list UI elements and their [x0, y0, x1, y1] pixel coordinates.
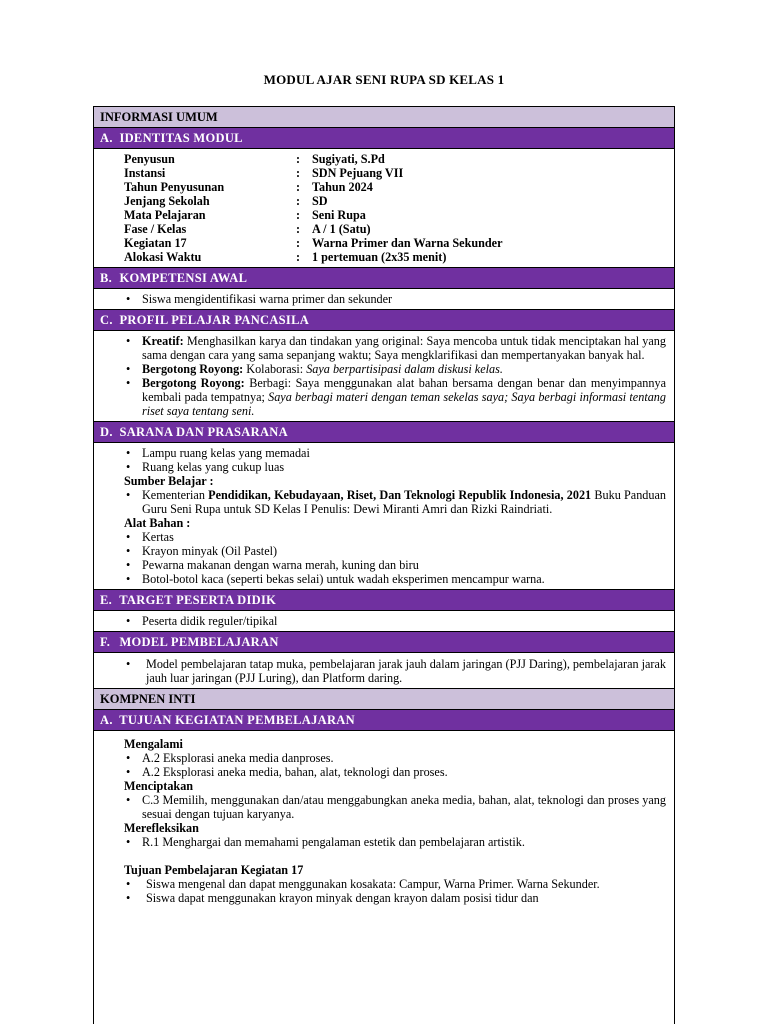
- list-item: • R.1 Menghargai dan memahami pengalaman estetik dan pembelajaran artistik.: [124, 835, 666, 849]
- identitas-row: [124, 152, 666, 166]
- header-number: E.: [100, 593, 113, 607]
- identitas-key: Tahun Penyusunan: [124, 180, 225, 194]
- list-item: • Krayon minyak (Oil Pastel): [124, 544, 666, 558]
- identitas-row: [124, 222, 666, 236]
- header-label: TUJUAN KEGIATAN PEMBELAJARAN: [119, 713, 355, 727]
- model-content: [94, 653, 674, 689]
- identitas-value: 1 pertemuan (2x35 menit): [312, 250, 447, 264]
- header-number: F.: [100, 635, 111, 649]
- identitas-colon: :: [296, 180, 301, 194]
- module-table: [93, 106, 675, 1024]
- header-model-pembelajaran: [94, 632, 674, 653]
- menciptakan-label: Menciptakan: [124, 779, 194, 793]
- identitas-colon: :: [296, 152, 301, 166]
- merefleksikan-label: Merefleksikan: [124, 821, 199, 835]
- identitas-key: Instansi: [124, 166, 166, 180]
- header-tujuan-kegiatan: [94, 710, 674, 731]
- tujuan-content: [94, 731, 674, 907]
- identitas-row: [124, 250, 666, 264]
- section-komponen-inti: KOMPNEN INTI: [94, 689, 674, 710]
- identitas-value: Seni Rupa: [312, 208, 366, 222]
- identitas-value: SDN Pejuang VII: [312, 166, 404, 180]
- identitas-colon: :: [296, 194, 301, 208]
- list-item: • Bergotong Royong: Kolaborasi: Saya berpartisipasi dalam diskusi kelas.: [124, 362, 666, 376]
- identitas-key: Mata Pelajaran: [124, 208, 206, 222]
- identitas-row: [124, 194, 666, 208]
- list-item: • Siswa mengidentifikasi warna primer dan sekunder: [124, 292, 666, 306]
- identitas-row: [124, 180, 666, 194]
- header-label: SARANA DAN PRASARANA: [119, 425, 288, 439]
- identitas-row: [124, 208, 666, 222]
- list-item: • Siswa dapat menggunakan krayon minyak dengan krayon dalam posisi tidur dan: [124, 891, 666, 905]
- list-item: • Kreatif: Menghasilkan karya dan tindakan yang original: Saya mencoba untuk tidak menciptakan hal yang sama dengan cara yang sama sepanjang waktu; Saya mengklarifikasi dan mempertanyakan banyak hal.: [124, 334, 666, 362]
- identitas-colon: :: [296, 208, 301, 222]
- document-title: MODUL AJAR SENI RUPA SD KELAS 1: [263, 72, 505, 87]
- list-item: • Ruang kelas yang cukup luas: [124, 460, 666, 474]
- tujuan17-label: Tujuan Pembelajaran Kegiatan 17: [124, 863, 304, 877]
- identitas-colon: :: [296, 222, 301, 236]
- header-number: C.: [100, 313, 113, 327]
- header-label: PROFIL PELAJAR PANCASILA: [119, 313, 310, 327]
- list-item: • Siswa mengenal dan dapat menggunakan kosakata: Campur, Warna Primer. Warna Sekunder.: [124, 877, 666, 891]
- list-item: • Botol-botol kaca (seperti bekas selai) untuk wadah eksperimen mencampur warna.: [124, 572, 666, 586]
- list-item: • Lampu ruang kelas yang memadai: [124, 446, 666, 460]
- identitas-row: [124, 166, 666, 180]
- identitas-value: Sugiyati, S.Pd: [312, 152, 385, 166]
- header-label: MODEL PEMBELAJARAN: [119, 635, 279, 649]
- header-number: B.: [100, 271, 113, 285]
- list-item: • Peserta didik reguler/tipikal: [124, 614, 666, 628]
- identitas-row: [124, 236, 666, 250]
- identitas-content: [94, 149, 674, 268]
- kompetensi-content: [94, 289, 674, 310]
- header-number: D.: [100, 425, 113, 439]
- identitas-value: A / 1 (Satu): [312, 222, 371, 236]
- identitas-key: Alokasi Waktu: [124, 250, 202, 264]
- alat-bahan-label: Alat Bahan :: [124, 516, 191, 530]
- header-identitas-modul: [94, 128, 674, 149]
- header-number: A.: [100, 131, 113, 145]
- list-item: • Model pembelajaran tatap muka, pembelajaran jarak jauh dalam jaringan (PJJ Daring), pembelajaran jarak jauh luar jaringan (PJJ Luring), dan Platform daring.: [124, 657, 666, 685]
- list-item: • A.2 Eksplorasi aneka media danproses.: [124, 751, 666, 765]
- identitas-key: Fase / Kelas: [124, 222, 187, 236]
- sarana-content: [94, 443, 674, 590]
- header-sarana-prasarana: [94, 422, 674, 443]
- identitas-value: Warna Primer dan Warna Sekunder: [312, 236, 503, 250]
- list-item: • Bergotong Royong: Berbagi: Saya menggunakan alat bahan bersama dengan benar dan menyimpannya kembali pada tempatnya; Saya berbagi materi dengan teman sekelas saya; Saya berbagi informasi tentang riset saya tentang seni.: [124, 376, 666, 418]
- header-label: IDENTITAS MODUL: [119, 131, 243, 145]
- profil-content: [94, 331, 674, 422]
- list-item: • Kertas: [124, 530, 666, 544]
- mengalami-label: Mengalami: [124, 737, 183, 751]
- header-target-peserta: [94, 590, 674, 611]
- header-kompetensi-awal: [94, 268, 674, 289]
- header-label: TARGET PESERTA DIDIK: [119, 593, 277, 607]
- identitas-colon: :: [296, 250, 301, 264]
- identitas-colon: :: [296, 166, 301, 180]
- list-item: • Kementerian Pendidikan, Kebudayaan, Riset, Dan Teknologi Republik Indonesia, 2021 Buku Panduan Guru Seni Rupa untuk SD Kelas I Penulis: Dewi Miranti Amri dan Rizki Raindriati.: [124, 488, 666, 516]
- identitas-key: Kegiatan 17: [124, 236, 187, 250]
- identitas-key: Jenjang Sekolah: [124, 194, 210, 208]
- list-item: • Pewarna makanan dengan warna merah, kuning dan biru: [124, 558, 666, 572]
- sumber-belajar-label: Sumber Belajar :: [124, 474, 214, 488]
- list-item: • A.2 Eksplorasi aneka media, bahan, alat, teknologi dan proses.: [124, 765, 666, 779]
- identitas-value: Tahun 2024: [312, 180, 373, 194]
- header-label: KOMPETENSI AWAL: [119, 271, 248, 285]
- header-number: A.: [100, 713, 113, 727]
- identitas-key: Penyusun: [124, 152, 175, 166]
- section-informasi-umum: INFORMASI UMUM: [94, 107, 674, 128]
- list-item: • C.3 Memilih, menggunakan dan/atau menggabungkan aneka media, bahan, alat, teknologi dan proses yang sesuai dengan tujuan karyanya.: [124, 793, 666, 821]
- target-content: [94, 611, 674, 632]
- identitas-colon: :: [296, 236, 301, 250]
- header-profil-pelajar: [94, 310, 674, 331]
- identitas-value: SD: [312, 194, 328, 208]
